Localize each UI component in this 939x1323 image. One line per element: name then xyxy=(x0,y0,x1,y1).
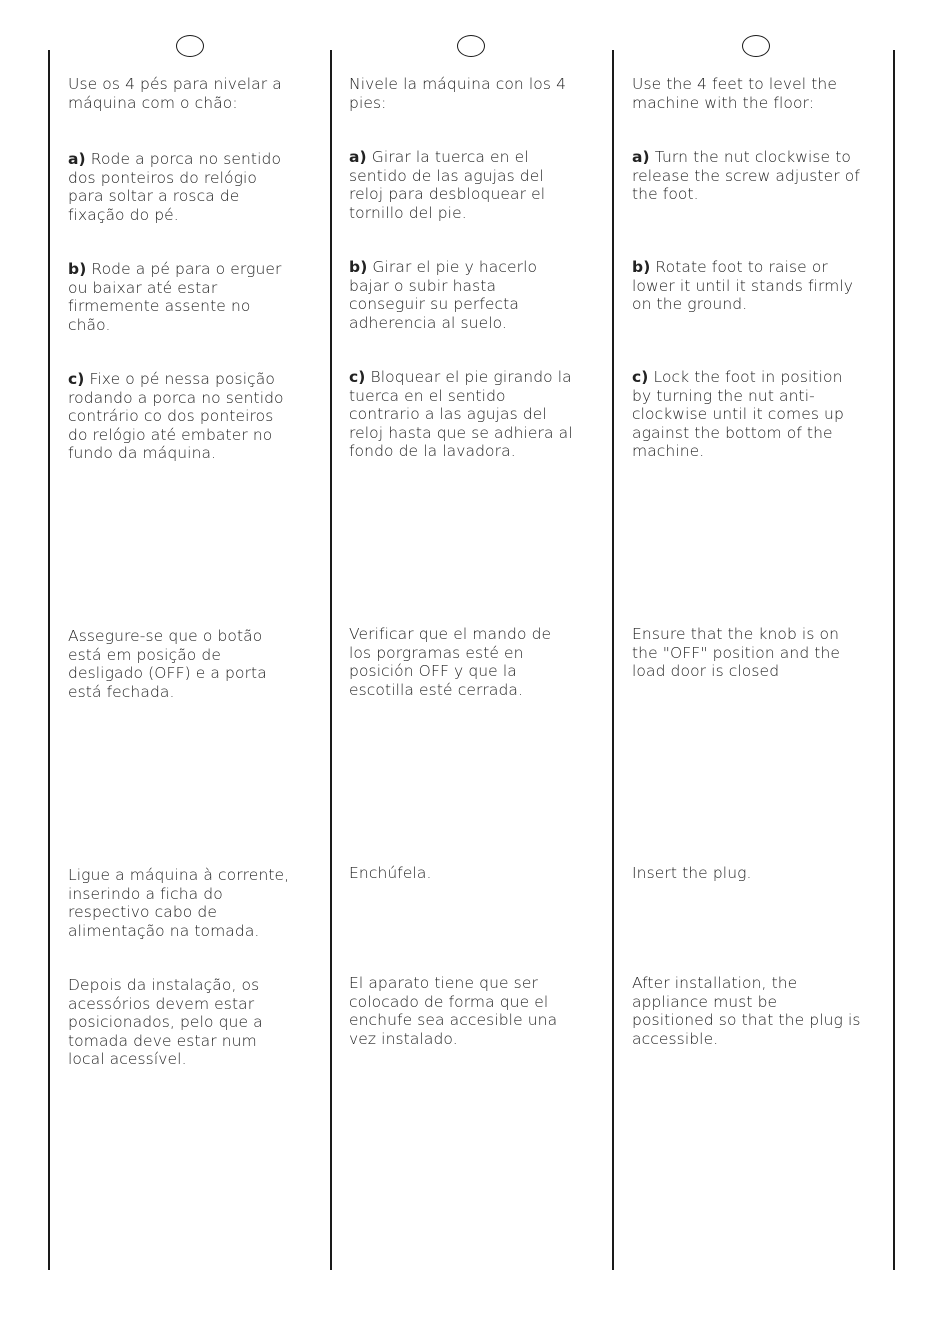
language-marker-circle-pt xyxy=(176,35,204,57)
knob-check-text: Assegure-se que o botão está em posição de desligado (OFF) e a porta está fechada. xyxy=(68,627,267,701)
accessibility-text: After installation, the appliance must be positioned so that the plug is accessible. xyxy=(632,974,861,1048)
column-divider-left xyxy=(48,50,50,1270)
step-b-text: Rotate foot to raise or lower it until it stands firmly on the ground. xyxy=(632,258,854,313)
accessibility-text: El aparato tiene que ser colocado de forma que el enchufe sea accesible una vez instalado. xyxy=(349,974,558,1048)
step-a-label: a) xyxy=(68,150,86,168)
language-marker-circle-en xyxy=(742,35,770,57)
step-b-label: b) xyxy=(68,260,87,278)
step-b-label: b) xyxy=(632,258,651,276)
step-b-label: b) xyxy=(349,258,368,276)
column-divider-right xyxy=(893,50,895,1270)
step-c-label: c) xyxy=(68,370,85,388)
plug-text: Enchúfela. xyxy=(349,864,432,882)
leveling-intro: Nivele la máquina con los 4 pies: xyxy=(349,75,567,112)
step-b-text: Rode a pé para o erguer ou baixar até estar firmemente assente no chão. xyxy=(68,260,282,334)
step-a xyxy=(632,148,880,204)
knob-check-text: Verificar que el mando de los porgramas esté en posición OFF y que la escotilla esté cerrada. xyxy=(349,625,552,699)
step-a-label: a) xyxy=(632,148,650,166)
step-b xyxy=(68,260,316,334)
leveling-intro: Use the 4 feet to level the machine with the floor: xyxy=(632,75,837,112)
step-c-text: Lock the foot in position by turning the nut anti- clockwise until it comes up against the bottom of the machine. xyxy=(632,368,844,460)
step-b-text: Girar el pie y hacerlo bajar o subir hasta conseguir su perfecta adherencia al suelo. xyxy=(349,258,538,332)
language-marker-circle-es xyxy=(457,35,485,57)
leveling-intro: Use os 4 pés para nivelar a máquina com o chão: xyxy=(68,75,282,112)
step-b xyxy=(349,258,597,332)
knob-check-text: Ensure that the knob is on the "OFF" position and the load door is closed xyxy=(632,625,841,680)
step-a-text: Turn the nut clockwise to release the screw adjuster of the foot. xyxy=(632,148,860,203)
step-c xyxy=(68,370,316,463)
step-c-text: Fixe o pé nessa posição rodando a porca no sentido contrário co dos ponteiros do relógio até embater no fundo da máquina. xyxy=(68,370,284,462)
step-a-text: Rode a porca no sentido dos ponteiros do relógio para soltar a rosca de fixação do pé. xyxy=(68,150,282,224)
accessibility-text: Depois da instalação, os acessórios devem estar posicionados, pelo que a tomada deve estar num local acessível. xyxy=(68,976,263,1068)
step-c-label: c) xyxy=(349,368,366,386)
step-c xyxy=(632,368,880,461)
step-a xyxy=(349,148,597,222)
step-c-label: c) xyxy=(632,368,649,386)
step-b xyxy=(632,258,880,314)
step-a xyxy=(68,150,316,224)
step-c-text: Bloquear el pie girando la tuerca en el sentido contrario a las agujas del reloj hasta que se adhiera al fondo de la lavadora. xyxy=(349,368,573,460)
step-a-text: Girar la tuerca en el sentido de las agujas del reloj para desbloquear el tornillo del pie. xyxy=(349,148,546,222)
column-divider-1 xyxy=(330,50,332,1270)
plug-text: Insert the plug. xyxy=(632,864,752,882)
step-a-label: a) xyxy=(349,148,367,166)
step-c xyxy=(349,368,597,461)
plug-text: Ligue a máquina à corrente, inserindo a ficha do respectivo cabo de alimentação na tomada. xyxy=(68,866,290,940)
column-divider-2 xyxy=(612,50,614,1270)
